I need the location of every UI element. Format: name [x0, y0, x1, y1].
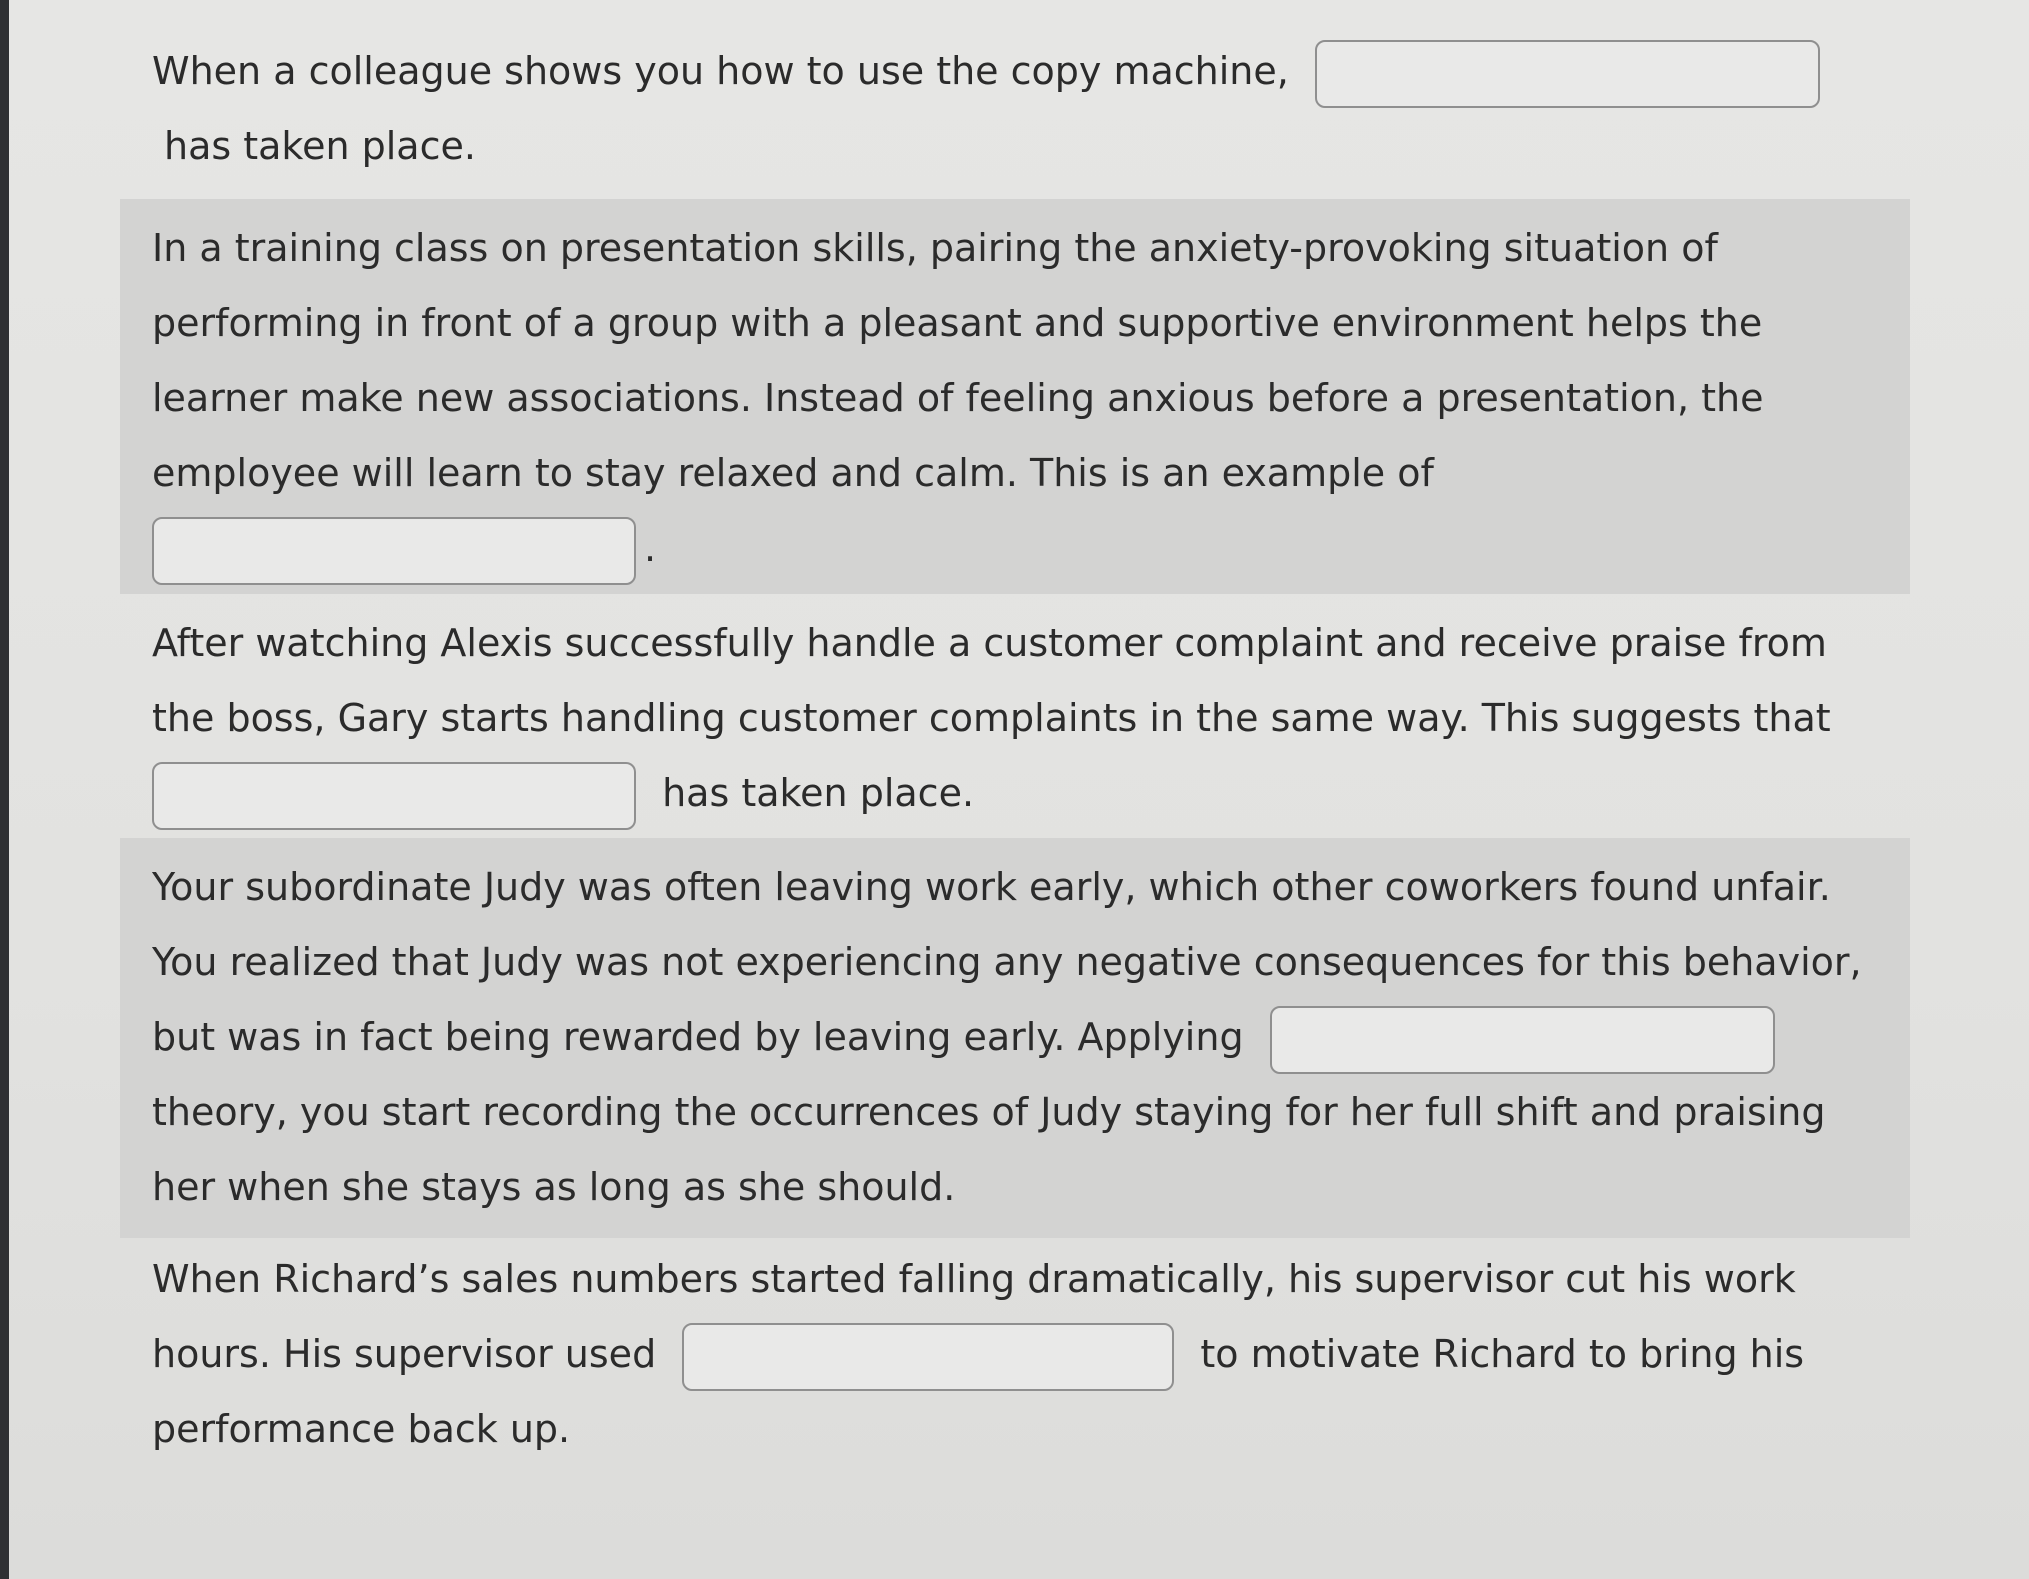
question-2-text-after: .: [644, 526, 657, 570]
question-3-text: After watching Alexis successfully handle a customer complaint and receive praise from the boss, Gary starts handling customer complaints in the same way. This suggests that: [152, 621, 1831, 740]
question-3-text-after: has taken place.: [662, 771, 975, 815]
question-2: [120, 199, 1910, 594]
question-5-text-before: When Richard’s sales numbers started falling dramatically, his supervisor cut his work hours. His supervisor used: [152, 1257, 1796, 1376]
question-4: [120, 838, 1910, 1238]
question-3-answer-row: [152, 756, 1878, 831]
question-1-answer-input[interactable]: [1315, 40, 1820, 108]
question-5: [120, 1238, 1910, 1467]
question-3-answer-input[interactable]: [152, 762, 636, 830]
question-5-text-after: to motivate Richard to bring his performance back up.: [152, 1332, 1805, 1451]
question-1-text-after: has taken place.: [164, 124, 476, 168]
question-4-text-after: theory, you start recording the occurrences of Judy staying for her full shift and praising her when she stays as long as she should.: [152, 1090, 1826, 1209]
question-2-text: In a training class on presentation skills, pairing the anxiety-provoking situation of performing in front of a group with a pleasant and supportive environment helps the learner make new associations. Instead of feeling anxious before a presentation, the employee will learn to stay relaxed and calm. This is an example of: [152, 226, 1764, 495]
screen-left-edge: [0, 0, 9, 1579]
question-5-answer-input[interactable]: [682, 1323, 1174, 1391]
question-2-answer-input[interactable]: [152, 517, 636, 585]
question-2-answer-row: [152, 511, 1878, 586]
question-4-answer-input[interactable]: [1270, 1006, 1775, 1074]
question-1-text-before: When a colleague shows you how to use the copy machine,: [152, 49, 1289, 93]
question-4-text-before: Your subordinate Judy was often leaving work early, which other coworkers found unfair. You realized that Judy was not experiencing any negative consequences for this behavior, but was in fact being rewarded by leaving early. Applying: [152, 865, 1862, 1059]
question-1: [120, 34, 1910, 184]
question-3: [120, 594, 1910, 831]
